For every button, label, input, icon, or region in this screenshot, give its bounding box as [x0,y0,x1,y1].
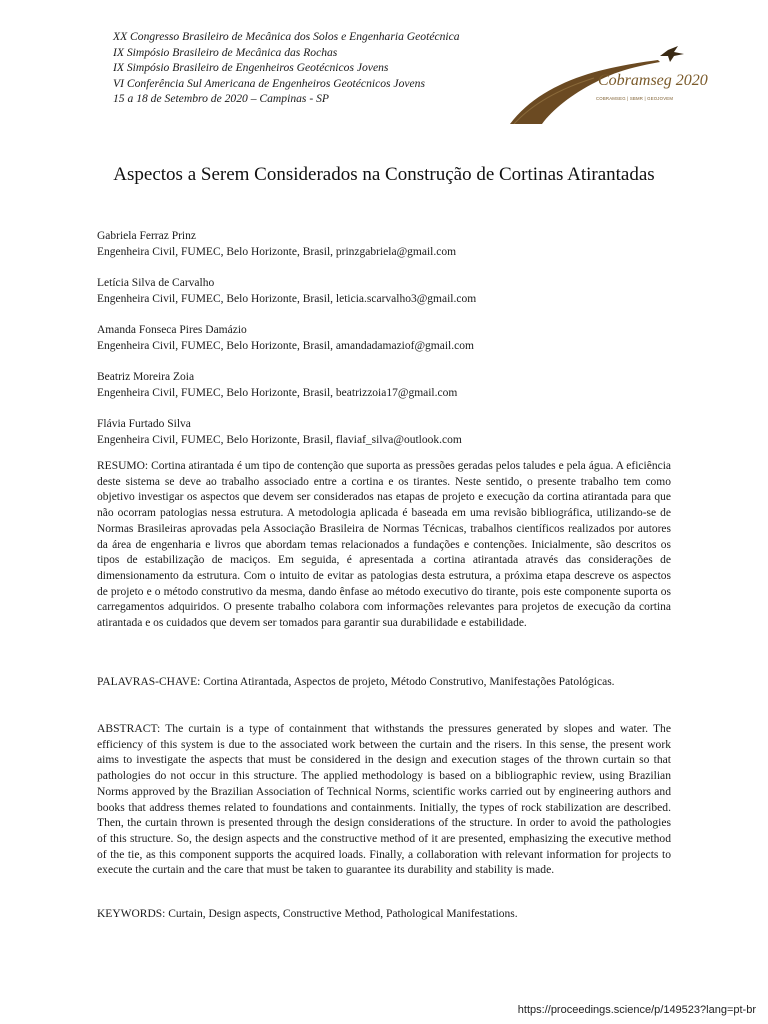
author-name: Amanda Fonseca Pires Damázio [97,324,247,336]
header-line: IX Simpósio Brasileiro de Engenheiros Geotécnicos Jovens [113,61,389,75]
keywords-paragraph: KEYWORDS: Curtain, Design aspects, Constructive Method, Pathological Manifestations. [97,908,518,920]
palavras-chave-paragraph: PALAVRAS-CHAVE: Cortina Atirantada, Aspectos de projeto, Método Construtivo, Manifestações Patológicas. [97,676,615,688]
author-name: Letícia Silva de Carvalho [97,277,215,289]
header-line: IX Simpósio Brasileiro de Mecânica das Rochas [113,45,338,59]
author-block [97,228,671,260]
author-affiliation: Engenheira Civil, FUMEC, Belo Horizonte, Brasil, leticia.scarvalho3@gmail.com [97,293,477,305]
author-block [97,322,671,354]
conference-header [113,29,513,107]
header-line: 15 a 18 de Setembro de 2020 – Campinas - SP [113,92,329,106]
paper-title: Aspectos a Serem Considerados na Construção de Cortinas Atirantadas [113,164,655,185]
source-url[interactable]: https://proceedings.science/p/149523?lang=pt-br [517,1004,756,1016]
header-line: XX Congresso Brasileiro de Mecânica dos Solos e Engenharia Geotécnica [113,30,460,43]
author-list [97,228,671,463]
header-line: VI Conferência Sul Americana de Engenheiros Geotécnicos Jovens [113,76,425,90]
cobramseg-logo [508,40,708,124]
abstract-paragraph: ABSTRACT: The curtain is a type of containment that withstands the pressures generated by slopes and water. The efficiency of this system is due to the associated work between the curtain and the risers. In this sense, the present work aims to investigate the aspects that must be considered in the design and execution stages of the thrown curtain so that pathologies do not occur in this structure. The applied methodology is based on a bibliographic review, using Brazilian Norms approved by the Brazilian Association of Technical Norms, scientific works carried out by engineering authors and books that address themes related to foundations and containments. Initially, the types of rock stabilization are described. Then, the curtain thrown is presented through the design considerations of the structure. In order to avoid the pathologies of this structure. So, the design aspects and the constructive method of it are presented, emphasizing the executive method of the tie, as this component supports the acquired loads. Finally, a collaboration with relevant information for projects to execute the curtain and the care that must be taken to guarantee its durability and stability is made. [97,722,671,877]
author-name: Flávia Furtado Silva [97,418,191,430]
resumo-paragraph: RESUMO: Cortina atirantada é um tipo de contenção que suporta as pressões geradas pelos taludes e pela água. A eficiência deste sistema se deve ao trabalho associado entre a cortina e os tirantes. Neste sentido, o presente trabalho tem como objetivo investigar os aspectos que devem ser considerados nas etapas de projeto e execução da cortina atirantada para que não ocorram patologias nessa estrutura. A metodologia aplicada é baseada em uma revisão bibliográfica, utilizando-se de Normas Brasileiras aprovadas pela Associação Brasileira de Normas Técnicas, trabalhos científicos realizados por autores da área de engenharia e livros que abordam temas relacionados a fundações e contenções. Inicialmente, são descritos os tipos de estabilização de maciços. Em seguida, é apresentada a cortina atirantada através das considerações de dimensionamento da estrutura. Com o intuito de evitar as patologias desta estrutura, a próxima etapa descreve os aspectos de projeto e o método construtivo da mesma, dando ênfase ao método executivo do tirante, pois este componente suporta os carregamentos adquiridos. O presente trabalho colabora com informações relevantes para projetos de execução da cortina atirantada e os cuidados que devem ser tomados para garantir sua durabilidade e estabilidade. [97,460,671,630]
author-affiliation: Engenheira Civil, FUMEC, Belo Horizonte, Brasil, prinzgabriela@gmail.com [97,246,457,258]
author-affiliation: Engenheira Civil, FUMEC, Belo Horizonte, Brasil, beatrizzoia17@gmail.com [97,387,458,399]
logo-name: Cobramseg 2020 [598,72,708,89]
author-name: Beatriz Moreira Zoia [97,371,195,383]
author-block [97,416,671,448]
author-affiliation: Engenheira Civil, FUMEC, Belo Horizonte, Brasil, amandadamaziof@gmail.com [97,340,474,352]
author-affiliation: Engenheira Civil, FUMEC, Belo Horizonte, Brasil, flaviaf_silva@outlook.com [97,434,462,446]
author-block [97,275,671,307]
author-name: Gabriela Ferraz Prinz [97,230,196,242]
logo-tagline: COBRAMSEG | SBMR | GEOJOVEM [596,96,674,101]
author-block [97,369,671,401]
